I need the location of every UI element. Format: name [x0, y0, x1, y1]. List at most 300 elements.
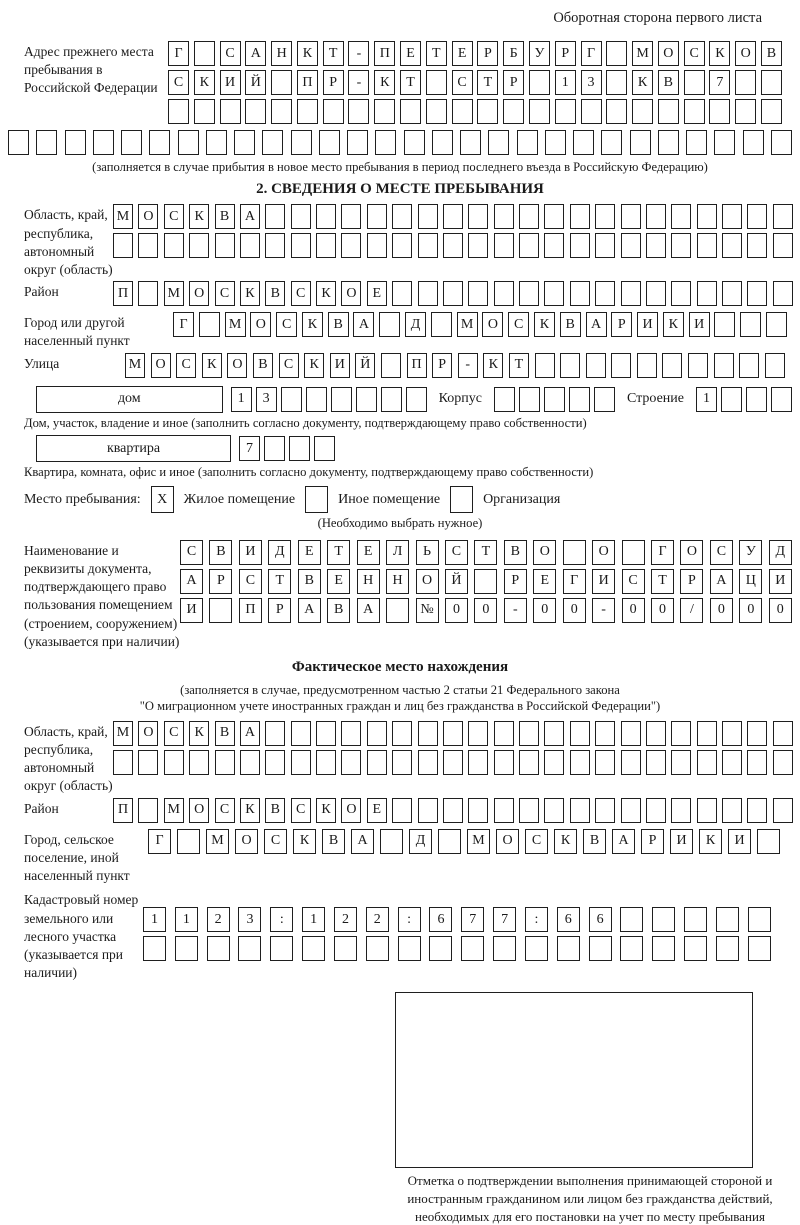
char-cell: Ь	[416, 540, 439, 565]
char-cell	[765, 353, 785, 378]
char-cell	[671, 233, 691, 258]
char-cell	[519, 721, 539, 746]
char-cell	[418, 281, 438, 306]
char-cell: В	[253, 353, 273, 378]
char-cell	[265, 721, 285, 746]
gorod-label: Город или другой населенный пункт	[24, 315, 130, 349]
char-cell	[773, 233, 793, 258]
char-cell: Й	[355, 353, 375, 378]
char-cell: Б	[503, 41, 524, 66]
stroenie-cells[interactable]	[696, 387, 792, 412]
char-cell	[220, 99, 241, 124]
char-cell: А	[353, 312, 374, 337]
char-cell	[113, 233, 133, 258]
char-cell: С	[220, 41, 241, 66]
char-cell	[177, 829, 200, 854]
char-cell: М	[632, 41, 653, 66]
char-cell: 0	[622, 598, 645, 623]
fact-oblast-row-2[interactable]	[113, 750, 793, 775]
char-cell	[601, 130, 622, 155]
char-cell: 0	[769, 598, 792, 623]
char-cell: О	[482, 312, 503, 337]
char-cell	[570, 281, 590, 306]
char-cell	[697, 721, 717, 746]
char-cell	[138, 750, 158, 775]
char-cell	[316, 204, 336, 229]
char-cell: №	[416, 598, 439, 623]
char-cell	[175, 936, 198, 961]
char-cell	[494, 721, 514, 746]
char-cell	[138, 233, 158, 258]
char-cell: С	[180, 540, 203, 565]
char-cell: -	[592, 598, 615, 623]
char-cell: Г	[148, 829, 171, 854]
char-cell: И	[637, 312, 658, 337]
char-cell: М	[457, 312, 478, 337]
char-cell	[544, 798, 564, 823]
char-cell	[646, 204, 666, 229]
char-cell: К	[554, 829, 577, 854]
char-cell: С	[684, 41, 705, 66]
char-cell	[199, 312, 220, 337]
char-cell	[319, 130, 340, 155]
char-cell	[671, 204, 691, 229]
char-cell	[722, 204, 742, 229]
char-cell: О	[138, 204, 158, 229]
char-cell: И	[330, 353, 350, 378]
char-cell	[316, 750, 336, 775]
char-cell: 3	[581, 70, 602, 95]
char-cell	[443, 204, 463, 229]
char-cell: К	[316, 281, 336, 306]
mesto-option-org	[450, 486, 560, 513]
char-cell: С	[215, 281, 235, 306]
prev-address-row-1[interactable]	[168, 41, 782, 66]
kadastr-row-2[interactable]	[143, 936, 771, 961]
char-cell	[544, 233, 564, 258]
char-cell: -	[458, 353, 478, 378]
char-cell: 0	[710, 598, 733, 623]
char-cell	[570, 750, 590, 775]
char-cell: К	[240, 798, 260, 823]
char-cell: Г	[651, 540, 674, 565]
char-cell	[331, 387, 352, 412]
char-cell	[215, 750, 235, 775]
char-cell: В	[327, 598, 350, 623]
ulitsa-block	[8, 353, 792, 382]
char-cell: С	[164, 721, 184, 746]
char-cell: К	[663, 312, 684, 337]
char-cell: 2	[207, 907, 230, 932]
char-cell	[494, 204, 514, 229]
document-row-3[interactable]	[180, 598, 792, 623]
kvartira-caption: Квартира, комната, офис и иное (заполнить согласно документу, подтверждающему право собственности)	[24, 465, 594, 480]
char-cell	[545, 130, 566, 155]
char-cell: К	[202, 353, 222, 378]
char-cell	[519, 798, 539, 823]
char-cell	[544, 750, 564, 775]
char-cell	[265, 233, 285, 258]
dom-type-box[interactable]: дом	[36, 386, 223, 413]
char-cell: 6	[589, 907, 612, 932]
char-cell	[461, 936, 484, 961]
char-cell: Т	[327, 540, 350, 565]
gorod-row[interactable]	[173, 312, 787, 337]
char-cell: К	[316, 798, 336, 823]
char-cell	[525, 936, 548, 961]
char-cell: /	[680, 598, 703, 623]
dom-number-cells[interactable]	[231, 387, 427, 412]
char-cell	[722, 750, 742, 775]
prev-address-row-2[interactable]	[168, 70, 782, 95]
char-cell	[714, 130, 735, 155]
char-cell	[671, 721, 691, 746]
char-cell	[611, 353, 631, 378]
char-cell: П	[297, 70, 318, 95]
char-cell: С	[291, 798, 311, 823]
char-cell: К	[189, 721, 209, 746]
char-cell	[557, 936, 580, 961]
char-cell: В	[504, 540, 527, 565]
char-cell: И	[239, 540, 262, 565]
char-cell: :	[398, 907, 421, 932]
char-cell	[746, 387, 767, 412]
char-cell	[316, 721, 336, 746]
kvartira-type-box[interactable]: квартира	[36, 435, 231, 462]
char-cell: 6	[557, 907, 580, 932]
char-cell: О	[496, 829, 519, 854]
char-cell: М	[125, 353, 145, 378]
char-cell	[418, 204, 438, 229]
char-cell: П	[407, 353, 427, 378]
prev-address-caption: (заполняется в случае прибытия в новое место пребывания в период последнего въезда в Российскую Федерацию)	[92, 160, 708, 174]
char-cell: А	[240, 204, 260, 229]
stroenie-label: Строение	[626, 391, 684, 407]
char-cell	[594, 387, 615, 412]
char-cell: И	[689, 312, 710, 337]
char-cell: О	[227, 353, 247, 378]
char-cell: Г	[168, 41, 189, 66]
char-cell	[697, 233, 717, 258]
mesto-option-zhiloe	[151, 486, 295, 513]
char-cell: Н	[357, 569, 380, 594]
char-cell	[646, 233, 666, 258]
char-cell	[468, 750, 488, 775]
char-cell: А	[240, 721, 260, 746]
char-cell	[381, 353, 401, 378]
dom-row	[36, 386, 792, 413]
char-cell	[714, 312, 735, 337]
char-cell	[374, 99, 395, 124]
char-cell: И	[220, 70, 241, 95]
char-cell	[281, 387, 302, 412]
prev-address-row-3[interactable]	[168, 99, 782, 124]
char-cell	[621, 233, 641, 258]
char-cell: Е	[400, 41, 421, 66]
char-cell: К	[304, 353, 324, 378]
char-cell	[697, 750, 717, 775]
prev-address-row-4[interactable]	[8, 130, 792, 155]
org-checkbox[interactable]	[450, 486, 473, 513]
char-cell	[684, 70, 705, 95]
char-cell	[138, 281, 158, 306]
char-cell	[297, 99, 318, 124]
char-cell	[316, 233, 336, 258]
char-cell: С	[264, 829, 287, 854]
char-cell: Р	[503, 70, 524, 95]
char-cell	[238, 936, 261, 961]
char-cell: И	[769, 569, 792, 594]
org-label: Организация	[483, 491, 561, 507]
char-cell	[400, 99, 421, 124]
char-cell	[262, 130, 283, 155]
char-cell	[517, 130, 538, 155]
prev-address-block	[8, 41, 792, 128]
char-cell	[570, 204, 590, 229]
char-cell	[366, 936, 389, 961]
char-cell	[622, 540, 645, 565]
kvartira-row	[36, 435, 792, 462]
char-cell	[671, 750, 691, 775]
char-cell: В	[328, 312, 349, 337]
document-row-2[interactable]	[180, 569, 792, 594]
char-cell: 1	[302, 907, 325, 932]
char-cell: Ц	[739, 569, 762, 594]
char-cell: У	[739, 540, 762, 565]
char-cell	[560, 353, 580, 378]
char-cell	[595, 798, 615, 823]
char-cell	[646, 750, 666, 775]
char-cell: С	[164, 204, 184, 229]
char-cell	[563, 540, 586, 565]
char-cell	[143, 936, 166, 961]
char-cell	[722, 233, 742, 258]
char-cell	[291, 130, 312, 155]
char-cell: Й	[245, 70, 266, 95]
fact-oblast-row-1[interactable]	[113, 721, 793, 746]
char-cell	[722, 721, 742, 746]
zhiloe-checkbox[interactable]: X	[151, 486, 174, 513]
char-cell	[586, 353, 606, 378]
char-cell: Р	[432, 353, 452, 378]
ulitsa-row[interactable]	[125, 353, 785, 378]
char-cell	[519, 750, 539, 775]
char-cell	[347, 130, 368, 155]
char-cell: -	[504, 598, 527, 623]
char-cell	[168, 99, 189, 124]
char-cell: Н	[271, 41, 292, 66]
oblast-row-1[interactable]	[113, 204, 793, 229]
char-cell	[189, 233, 209, 258]
char-cell	[381, 387, 402, 412]
char-cell	[652, 907, 675, 932]
kadastr-block	[8, 889, 792, 982]
char-cell: В	[298, 569, 321, 594]
char-cell: Д	[409, 829, 432, 854]
char-cell	[356, 387, 377, 412]
char-cell	[494, 798, 514, 823]
char-cell	[646, 721, 666, 746]
mesto-prebyvaniya-row	[24, 486, 792, 513]
char-cell: Й	[445, 569, 468, 594]
char-cell: :	[525, 907, 548, 932]
oblast-row-2[interactable]	[113, 233, 793, 258]
char-cell	[113, 750, 133, 775]
char-cell: И	[728, 829, 751, 854]
fact-oblast-label: Область, край, республика, автономный округ (область)	[24, 723, 113, 794]
mesto-label: Место пребывания:	[24, 491, 141, 507]
fact-raion-row[interactable]	[113, 798, 793, 823]
char-cell	[662, 353, 682, 378]
page-header: Оборотная сторона первого листа	[553, 10, 762, 26]
char-cell: А	[245, 41, 266, 66]
char-cell	[621, 798, 641, 823]
char-cell	[714, 353, 734, 378]
char-cell	[595, 204, 615, 229]
char-cell	[189, 750, 209, 775]
char-cell: 7	[239, 436, 260, 461]
char-cell	[686, 130, 707, 155]
char-cell	[392, 798, 412, 823]
inoe-checkbox[interactable]	[305, 486, 328, 513]
char-cell: 2	[334, 907, 357, 932]
kadastr-row-1[interactable]	[143, 907, 771, 932]
char-cell	[392, 750, 412, 775]
gorod-block	[8, 312, 792, 350]
char-cell: 7	[461, 907, 484, 932]
char-cell: Р	[680, 569, 703, 594]
char-cell	[747, 204, 767, 229]
char-cell	[468, 721, 488, 746]
char-cell	[270, 936, 293, 961]
char-cell: С	[215, 798, 235, 823]
char-cell	[289, 436, 310, 461]
char-cell: Н	[386, 569, 409, 594]
char-cell	[291, 233, 311, 258]
char-cell	[477, 99, 498, 124]
char-cell	[494, 281, 514, 306]
char-cell: К	[699, 829, 722, 854]
char-cell	[544, 281, 564, 306]
char-cell	[291, 750, 311, 775]
char-cell: Т	[268, 569, 291, 594]
char-cell	[452, 99, 473, 124]
char-cell: К	[297, 41, 318, 66]
char-cell: Д	[405, 312, 426, 337]
char-cell	[271, 99, 292, 124]
char-cell: И	[592, 569, 615, 594]
char-cell: 1	[696, 387, 717, 412]
char-cell	[392, 233, 412, 258]
oblast-block	[8, 204, 792, 279]
char-cell: 6	[429, 907, 452, 932]
char-cell: П	[113, 798, 133, 823]
char-cell: С	[525, 829, 548, 854]
char-cell: М	[206, 829, 229, 854]
ulitsa-label: Улица	[24, 355, 60, 371]
char-cell: О	[341, 281, 361, 306]
char-cell	[488, 130, 509, 155]
char-cell: 1	[555, 70, 576, 95]
char-cell: С	[445, 540, 468, 565]
char-cell	[544, 387, 565, 412]
char-cell	[722, 281, 742, 306]
char-cell	[671, 798, 691, 823]
char-cell	[646, 281, 666, 306]
char-cell	[709, 99, 730, 124]
char-cell	[418, 750, 438, 775]
char-cell: Р	[504, 569, 527, 594]
char-cell	[404, 130, 425, 155]
char-cell: М	[164, 798, 184, 823]
char-cell	[392, 204, 412, 229]
char-cell: В	[583, 829, 606, 854]
char-cell: Т	[477, 70, 498, 95]
mesto-caption: (Необходимо выбрать нужное)	[317, 516, 483, 531]
char-cell: 0	[445, 598, 468, 623]
char-cell: Л	[386, 540, 409, 565]
char-cell	[519, 204, 539, 229]
char-cell	[684, 99, 705, 124]
char-cell: М	[113, 721, 133, 746]
char-cell: Р	[611, 312, 632, 337]
char-cell: Т	[323, 41, 344, 66]
fact-raion-label: Район	[24, 800, 59, 816]
char-cell	[697, 204, 717, 229]
char-cell	[773, 798, 793, 823]
fact-caption-2: "О миграционном учете иностранных граждан и лиц без гражданства в Российской Федерации")	[139, 699, 661, 714]
char-cell: О	[658, 41, 679, 66]
char-cell	[606, 70, 627, 95]
char-cell: 0	[651, 598, 674, 623]
char-cell: Р	[209, 569, 232, 594]
char-cell	[240, 750, 260, 775]
char-cell	[544, 204, 564, 229]
korpus-cells[interactable]	[494, 387, 615, 412]
fact-gorod-row[interactable]	[148, 829, 780, 854]
raion-row[interactable]	[113, 281, 793, 306]
char-cell	[194, 41, 215, 66]
char-cell	[570, 233, 590, 258]
char-cell	[773, 721, 793, 746]
kvartira-cells[interactable]	[239, 436, 335, 461]
char-cell	[519, 281, 539, 306]
char-cell	[398, 936, 421, 961]
char-cell	[716, 907, 739, 932]
char-cell	[323, 99, 344, 124]
document-row-1[interactable]	[180, 540, 792, 565]
inoe-label: Иное помещение	[338, 491, 441, 507]
char-cell	[773, 750, 793, 775]
char-cell	[595, 750, 615, 775]
korpus-label: Корпус	[438, 391, 482, 407]
char-cell	[334, 936, 357, 961]
char-cell: Д	[769, 540, 792, 565]
char-cell: М	[164, 281, 184, 306]
char-cell: О	[533, 540, 556, 565]
char-cell: Т	[474, 540, 497, 565]
char-cell: В	[265, 281, 285, 306]
char-cell: К	[302, 312, 323, 337]
char-cell	[121, 130, 142, 155]
char-cell	[468, 204, 488, 229]
char-cell	[375, 130, 396, 155]
char-cell	[443, 721, 463, 746]
char-cell: Е	[367, 281, 387, 306]
section2-title: 2. СВЕДЕНИЯ О МЕСТЕ ПРЕБЫВАНИЯ	[256, 181, 544, 198]
char-cell	[429, 936, 452, 961]
char-cell	[688, 353, 708, 378]
